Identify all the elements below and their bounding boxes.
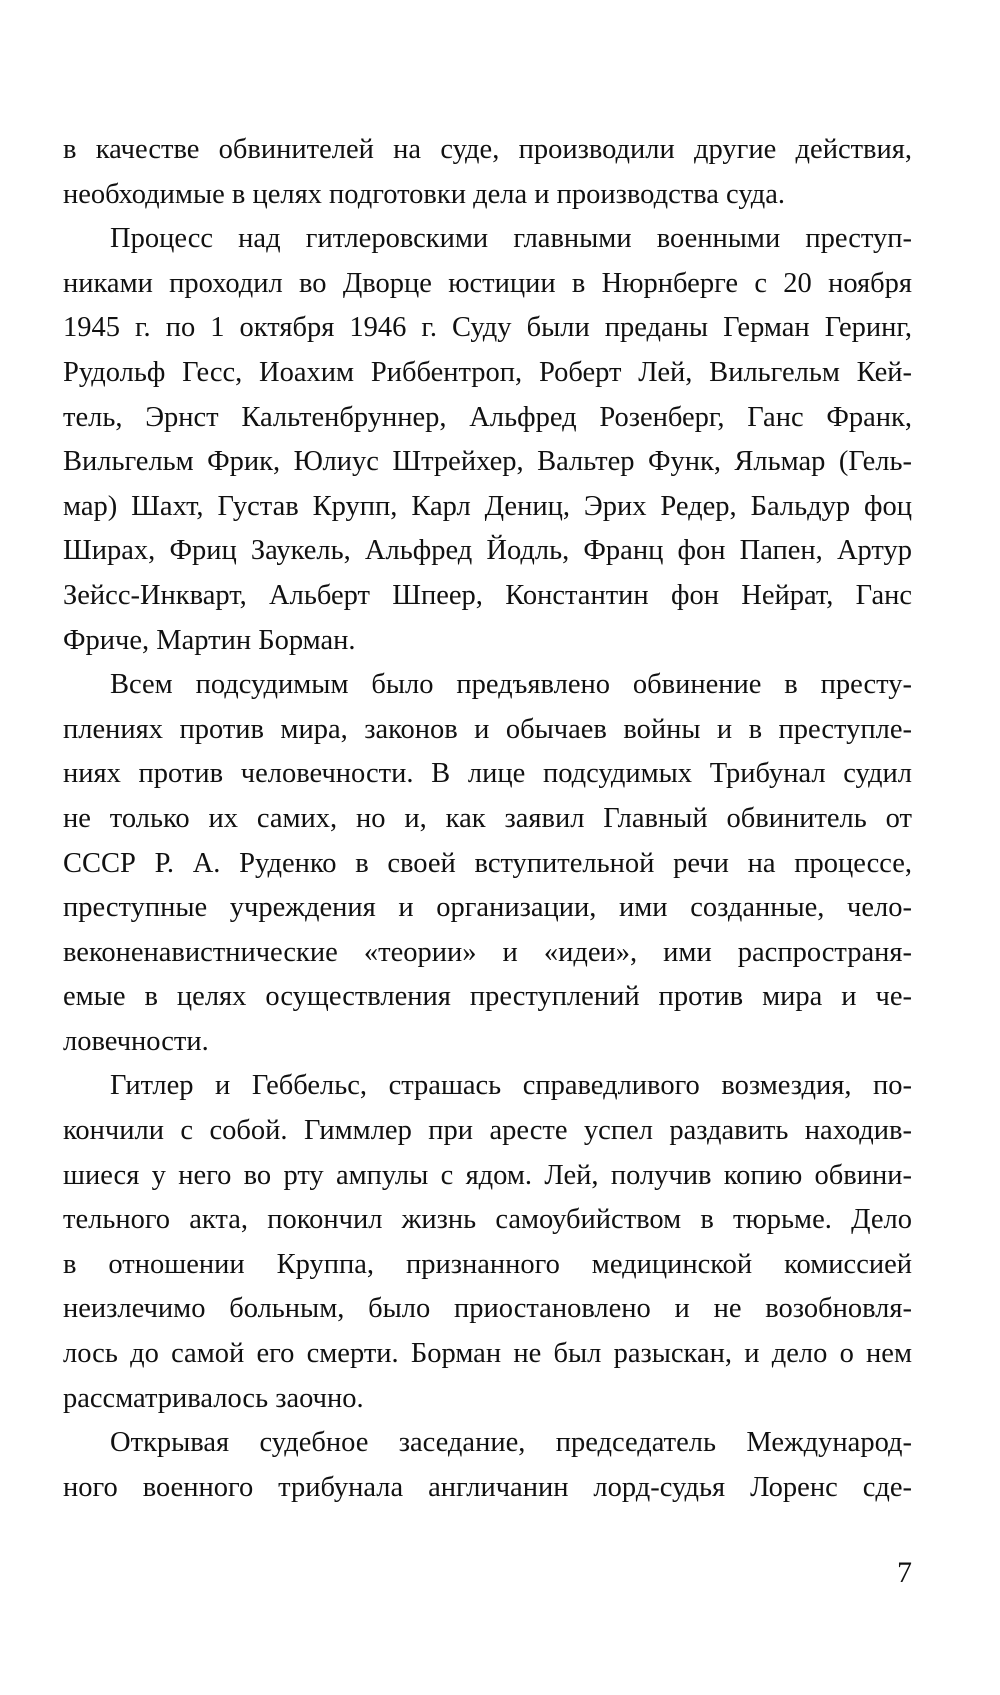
text-line: плениях против мира, законов и обычаев войны и в преступле-	[63, 713, 912, 745]
text-line: необходимые в целях подготовки дела и производства суда.	[63, 178, 786, 210]
text-line: Гитлер и Геббельс, страшась справедливого возмездия, по-	[110, 1070, 912, 1102]
text-line: Вильгельм Фрик, Юлиус Штрейхер, Вальтер Функ, Яльмар (Гель-	[63, 446, 912, 478]
text-line: не только их самих, но и, как заявил Главный обвинитель от	[63, 802, 912, 834]
paragraph	[63, 1064, 912, 1421]
text-line: кончили с собой. Гиммлер при аресте успел раздавить находив-	[63, 1115, 912, 1147]
text-line: ловечности.	[63, 1025, 209, 1057]
paragraph	[63, 1421, 912, 1510]
text-line: Зейсс-Инкварт, Альберт Шпеер, Константин фон Нейрат, Ганс	[63, 579, 912, 611]
page-number: 7	[897, 1556, 912, 1589]
text-line: мар) Шахт, Густав Крупп, Карл Дениц, Эрих Редер, Бальдур фоц	[63, 490, 912, 522]
text-line: веконенавистнические «теории» и «идеи», ими распространя-	[63, 936, 912, 968]
text-line: Фриче, Мартин Борман.	[63, 624, 356, 656]
text-line: лось до самой его смерти. Борман не был разыскан, и дело о нем	[63, 1338, 912, 1370]
page-body-text	[63, 128, 912, 1510]
text-line: Процесс над гитлеровскими главными военными преступ-	[110, 223, 912, 255]
text-line: Рудольф Гесс, Иоахим Риббентроп, Роберт Лей, Вильгельм Кей-	[63, 356, 912, 388]
paragraph	[63, 663, 912, 1064]
text-line: ниях против человечности. В лице подсудимых Трибунал судил	[63, 758, 912, 790]
text-line: неизлечимо больным, было приостановлено и не возобновля-	[63, 1293, 912, 1325]
text-line: ного военного трибунала англичанин лорд-судья Лоренс сде-	[63, 1471, 912, 1503]
text-line: тельного акта, покончил жизнь самоубийством в тюрьме. Дело	[63, 1204, 912, 1236]
text-line: 1945 г. по 1 октября 1946 г. Суду были преданы Герман Геринг,	[63, 312, 912, 344]
text-line: шиеся у него во рту ампулы с ядом. Лей, получив копию обвини-	[63, 1159, 912, 1191]
text-line: рассматривалось заочно.	[63, 1382, 364, 1414]
text-line: в отношении Круппа, признанного медицинской комиссией	[63, 1248, 912, 1280]
text-line: Ширах, Фриц Заукель, Альфред Йодль, Франц фон Папен, Артур	[63, 535, 912, 567]
text-line: никами проходил во Дворце юстиции в Нюрнберге с 20 ноября	[63, 267, 912, 299]
paragraph	[63, 128, 912, 217]
text-line: в качестве обвинителей на суде, производили другие действия,	[63, 134, 912, 165]
text-line: Всем подсудимым было предъявлено обвинение в престу-	[110, 669, 912, 701]
text-line: емые в целях осуществления преступлений против мира и че-	[63, 981, 912, 1013]
paragraph	[63, 217, 912, 663]
text-line: преступные учреждения и организации, ими созданные, чело-	[63, 892, 912, 924]
text-line: тель, Эрнст Кальтенбруннер, Альфред Розенберг, Ганс Франк,	[63, 401, 912, 433]
text-line: СССР Р. А. Руденко в своей вступительной речи на процессе,	[63, 847, 912, 879]
text-line: Открывая судебное заседание, председатель Международ-	[110, 1427, 912, 1459]
